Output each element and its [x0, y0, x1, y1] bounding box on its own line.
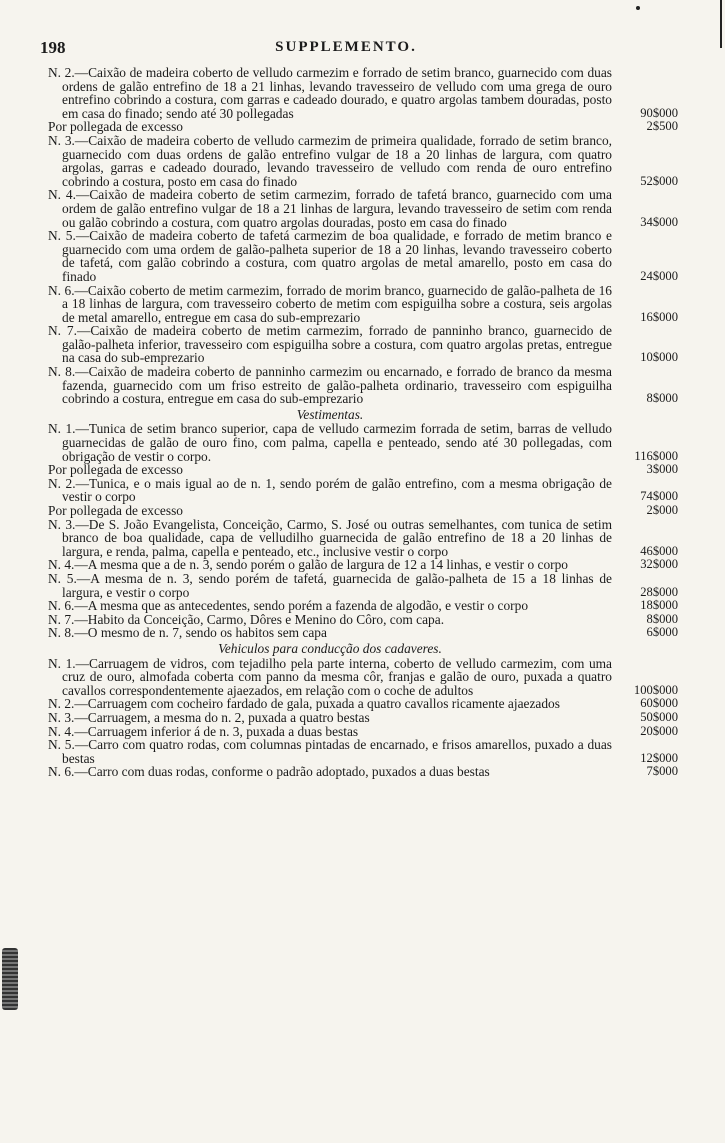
- vehicles-price-list: [48, 657, 678, 779]
- price-entry: [48, 463, 678, 477]
- price-entry: [48, 626, 678, 640]
- entry-text: N. 5.—Carro com quatro rodas, com columnas pintadas de encarnado, e frisos amarellos, puxado a duas bestas: [48, 737, 612, 766]
- entry-price: 8$000: [646, 611, 678, 626]
- entry-price: 50$000: [640, 709, 678, 724]
- price-entry: [48, 572, 678, 599]
- price-entry: [48, 599, 678, 613]
- price-entry: [48, 188, 678, 229]
- entry-price: 34$000: [640, 214, 678, 229]
- price-entry: [48, 697, 678, 711]
- entry-text: N. 3.—De S. João Evangelista, Conceição, Carmo, S. José ou outras semelhantes, com tunica de setim branco de boa qualidade, capa de velludilho guarnecida de galão entrefino de 18 a 20 linhas de largura, e renda, palma, capella e penteado, etc., inclusive vestir o corpo: [48, 516, 612, 559]
- entry-price: 28$000: [640, 584, 678, 599]
- price-entry: [48, 504, 678, 518]
- entry-price: 8$000: [646, 391, 678, 406]
- entry-price: 74$000: [640, 489, 678, 504]
- entry-price: 52$000: [640, 173, 678, 188]
- page-edge-rule: [720, 0, 722, 48]
- entry-price: 3$000: [646, 462, 678, 477]
- entry-text: N. 6.—Carro com duas rodas, conforme o padrão adoptado, puxados a duas bestas: [48, 764, 490, 780]
- entry-price: 10$000: [640, 350, 678, 365]
- price-entry: [48, 765, 678, 779]
- entry-text: N. 6.—A mesma que as antecedentes, sendo porém a fazenda de algodão, e vestir o corpo: [48, 598, 529, 614]
- price-entry: [48, 324, 678, 365]
- price-entry: [48, 120, 678, 134]
- entry-text: N. 4.—Caixão de madeira coberto de setim carmezim, forrado de tafetá branco, guarnecido com uma ordem de galão entrefino vulgar de 18 a 21 linhas de largura, levando travesseiro de setim com renda ou galão cobrindo a costura, com quatro argolas douradas, posto em casa do finado: [48, 187, 612, 230]
- entry-text: N. 2.—Caixão de madeira coberto de velludo carmezim e forrado de setim branco, guarnecido com duas ordens de galão entrefino de 18 a 21 linhas, levando travesseiro de velludo com uma grega de ouro entrefino cobrindo a costura, com garras e cadeado dourado, e quatro argolas tambem douradas, posto em casa do finado; sendo até 30 pollegadas: [48, 65, 612, 121]
- entry-price: 2$000: [646, 503, 678, 517]
- vestments-price-list: [48, 422, 678, 640]
- entry-price: 100$000: [633, 682, 678, 697]
- entry-text: N. 2.—Tunica, e o mais igual ao de n. 1, sendo porém de galão entrefino, com a mesma obrigação de vestir o corpo: [48, 475, 612, 505]
- entry-text: N. 5.—A mesma de n. 3, sendo porém de tafetá, guarnecida de galão-palheta de 15 a 18 linhas de largura, e vestir o corpo: [48, 570, 612, 600]
- page-number: 198: [40, 38, 66, 57]
- entry-text: N. 4.—A mesma que a de n. 3, sendo porém o galão de largura de 12 a 14 linhas, e vestir o corpo: [48, 557, 568, 573]
- entry-price: 60$000: [640, 696, 678, 711]
- price-entry: [48, 422, 678, 463]
- entry-text: N. 2.—Carruagem com cocheiro fardado de gala, puxada a quatro cavallos ricamente ajaezados: [48, 696, 560, 712]
- entry-text: N. 1.—Carruagem de vidros, com tejadilho pela parte interna, coberto de velludo carmezim, com uma cruz de ouro, almofada coberta com panno da mesma côr, franjas e galão de ouro, puxada a quatro cavallos correspondentemente ajaezados, em relação com o coche de adultos: [48, 655, 612, 698]
- entry-price: 46$000: [640, 543, 678, 558]
- price-entry: [48, 738, 678, 765]
- price-entry: [48, 657, 678, 698]
- entry-price: 116$000: [634, 448, 678, 463]
- section-title-vestimentas: Vestimentas.: [296, 406, 364, 422]
- entry-text: N. 3.—Carruagem, a mesma do n. 2, puxada a quatro bestas: [48, 709, 370, 725]
- entry-text: N. 7.—Habito da Conceição, Carmo, Dôres e Menino do Côro, com capa.: [48, 611, 445, 627]
- entry-text: N. 5.—Caixão de madeira coberto de tafetá carmezim de boa qualidade, e forrado de metim branco e guarnecido com uma ordem de galão-palheta superior de 18 a 20 linhas, levando travesseiro coberto de tafetá, com galão cobrindo a costura, com quatro argolas de metal amarello, posto em casa do finado: [48, 228, 612, 284]
- running-title: SUPPLEMENTO.: [275, 39, 417, 55]
- price-entry: [48, 518, 678, 559]
- price-entry: [48, 711, 678, 725]
- entry-price: 16$000: [640, 309, 678, 324]
- price-entry: [48, 134, 678, 188]
- coffin-price-list: [48, 66, 678, 406]
- entry-price: 6$000: [646, 625, 678, 640]
- entry-text: N. 4.—Carruagem inferior á de n. 3, puxada a duas bestas: [48, 723, 359, 739]
- price-entry: [48, 66, 678, 120]
- entry-text: N. 3.—Caixão de madeira coberto de velludo carmezim de primeira qualidade, forrado de setim branco, guarnecido com duas ordens de galão entrefino vulgar de 18 a 20 linhas de largura, com quatro argolas, garras e cadeado dourado, levando travesseiro de velludo com renda de ouro entrefino cobrindo a costura, posto em casa do finado: [48, 132, 612, 189]
- entry-text: N. 7.—Caixão de madeira coberto de metim carmezim, forrado de panninho branco, guarnecido de galão-palheta inferior, travesseiro com espiguilha sobre a costura, com quatro argolas pretas, entregue na casa do sub-emprezario: [48, 323, 612, 366]
- entry-text: N. 1.—Tunica de setim branco superior, capa de velludo carmezim forrada de setim, barras de velludo guarnecidas de galão de ouro fino, com palma, capella e penteado, sendo até 30 pollegadas, com obrigação de vestir o corpo.: [48, 421, 612, 464]
- entry-price: 2$500: [646, 119, 678, 134]
- entry-text: Por pollegada de excesso: [48, 503, 183, 518]
- entry-text: N. 8.—Caixão de madeira coberto de panninho carmezim ou encarnado, e forrado de branco da mesma fazenda, guarnecido com um friso estreito de galão-palheta ordinario, travesseiro com espiguilha cobrindo a costura, entregue em casa do sub-emprezario: [48, 364, 612, 407]
- entry-text: N. 6.—Caixão coberto de metim carmezim, forrado de morim branco, guarnecido de galão-palheta de 16 a 18 linhas de largura, com travesseiro coberto de metim com espiguilha sobre a costura, seis argolas de metal amarello, entregue em casa do sub-emprezario: [48, 282, 612, 325]
- entry-text: Por pollegada de excesso: [48, 119, 183, 135]
- price-entry: [48, 477, 678, 504]
- entry-price: 12$000: [640, 750, 678, 765]
- entry-price: 24$000: [640, 268, 678, 283]
- entry-price: 32$000: [640, 557, 678, 572]
- price-entry: [48, 558, 678, 572]
- ink-speck: [636, 6, 640, 10]
- price-entry: [48, 284, 678, 325]
- entry-price: 20$000: [640, 723, 678, 738]
- page-header: [40, 38, 652, 60]
- binding-mark: [2, 948, 18, 1010]
- price-entry: [48, 613, 678, 627]
- entry-price: 90$000: [640, 105, 678, 120]
- page-content: [48, 66, 678, 779]
- entry-text: N. 8.—O mesmo de n. 7, sendo os habitos sem capa: [48, 625, 327, 641]
- section-title-vehiculos: Vehiculos para conducção dos cadaveres.: [218, 640, 442, 656]
- entry-text: Por pollegada de excesso: [48, 462, 183, 478]
- price-entry: [48, 725, 678, 739]
- price-entry: [48, 365, 678, 406]
- entry-price: 18$000: [640, 598, 678, 613]
- entry-price: 7$000: [646, 764, 678, 779]
- price-entry: [48, 229, 678, 283]
